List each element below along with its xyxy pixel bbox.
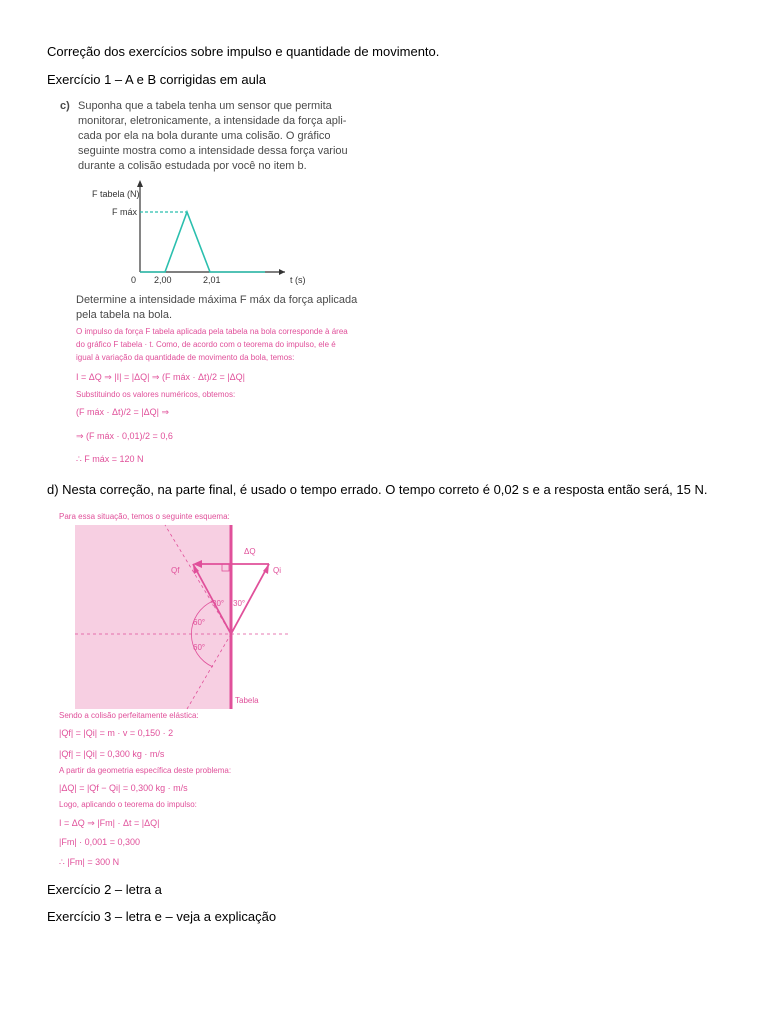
collision-diagram [75,525,291,709]
graph-t1-label: 2,00 [154,275,172,285]
question-c-line-4: seguinte mostra como a intensidade dessa força variou [78,145,348,157]
solution-equation-1: I = ΔQ ⇒ |I| = |ΔQ| ⇒ (F máx · Δt)/2 = |ΔQ| [76,372,245,382]
delta-q-label: ΔQ [244,547,256,556]
solution-line-4: Substituindo os valores numéricos, obtemos: [76,390,236,399]
question-c-line-2: monitorar, eletronicamente, a intensidade da força apli- [78,115,347,127]
exercise-1c-figure [60,97,380,469]
solution-equation-3: ⇒ (F máx · 0,01)/2 = 0,6 [76,431,173,441]
scheme-line-1: Sendo a colisão perfeitamente elástica: [59,711,199,720]
question-c-line-3: cada por ela na bola durante uma colisão. O gráfico [78,130,331,142]
solution-equation-2: (F máx · Δt)/2 = |ΔQ| ⇒ [76,407,169,417]
solution-line-2: do gráfico F tabela · t. Como, de acordo com o teorema do impulso, ele é [76,340,336,349]
document-heading: Correção dos exercícios sobre impulso e quantidade de movimento. [47,44,440,59]
pink-region [75,525,231,709]
graph-y-arrow [137,180,143,187]
graph-x-arrow [279,269,285,275]
graph-origin-label: 0 [131,275,137,285]
scheme-line-6: Logo, aplicando o teorema do impulso: [59,800,197,809]
table-label: Tabela [235,696,259,705]
exercise-2-line: Exercício 2 – letra a [47,882,162,897]
angle-30-right: 30° [233,599,246,608]
force-time-graph [92,180,306,285]
exercise-3-line: Exercício 3 – letra e – veja a explicação [47,909,277,924]
angle-60-top: 60° [193,618,206,627]
prompt-line-2: pela tabela na bola. [76,309,173,321]
qi-label: Qi [273,566,281,575]
scheme-line-5: |ΔQ| = |Qf − Qi| = 0,300 kg · m/s [59,783,188,793]
question-c-label: c) [60,100,70,112]
correction-note-d: d) Nesta correção, na parte final, é usado o tempo errado. O tempo correto é 0,02 s e a resposta então será, 15 N. [47,482,708,497]
solution-line-1: O impulso da força F tabela aplicada pela tabela na bola corresponde à área [76,327,348,336]
scheme-intro: Para essa situação, temos o seguinte esquema: [59,512,230,521]
graph-fmax-label: F máx [112,207,138,217]
question-c-line-5: durante a colisão estudada por você no item b. [78,160,307,172]
scheme-line-9: ∴ |Fm| = 300 N [59,857,120,867]
force-curve [140,212,265,272]
question-c-line-1: Suponha que a tabela tenha um sensor que permita [78,100,332,112]
graph-t2-label: 2,01 [203,275,221,285]
graph-y-label: F tabela (N) [92,189,140,199]
angle-60-bottom: 60° [193,643,206,652]
solution-line-3: igual à variação da quantidade de movimento da bola, temos: [76,353,295,362]
graph-x-label: t (s) [290,275,306,285]
exercise-1-line: Exercício 1 – A e B corrigidas em aula [47,72,266,87]
prompt-line-1: Determine a intensidade máxima F máx da força aplicada [76,294,358,306]
scheme-line-4: A partir da geometria específica deste problema: [59,766,232,775]
solution-result: ∴ F máx = 120 N [76,454,144,464]
scheme-line-3: |Qf| = |Qi| = 0,300 kg · m/s [59,749,165,759]
collision-scheme-figure [55,507,315,873]
scheme-line-7: I = ΔQ ⇒ |Fm| · Δt = |ΔQ| [59,818,160,828]
qf-label: Qf [171,566,180,575]
scheme-line-2: |Qf| = |Qi| = m · v = 0,150 · 2 [59,728,174,738]
scheme-line-8: |Fm| · 0,001 = 0,300 [59,837,140,847]
angle-30-left: 30° [212,599,225,608]
